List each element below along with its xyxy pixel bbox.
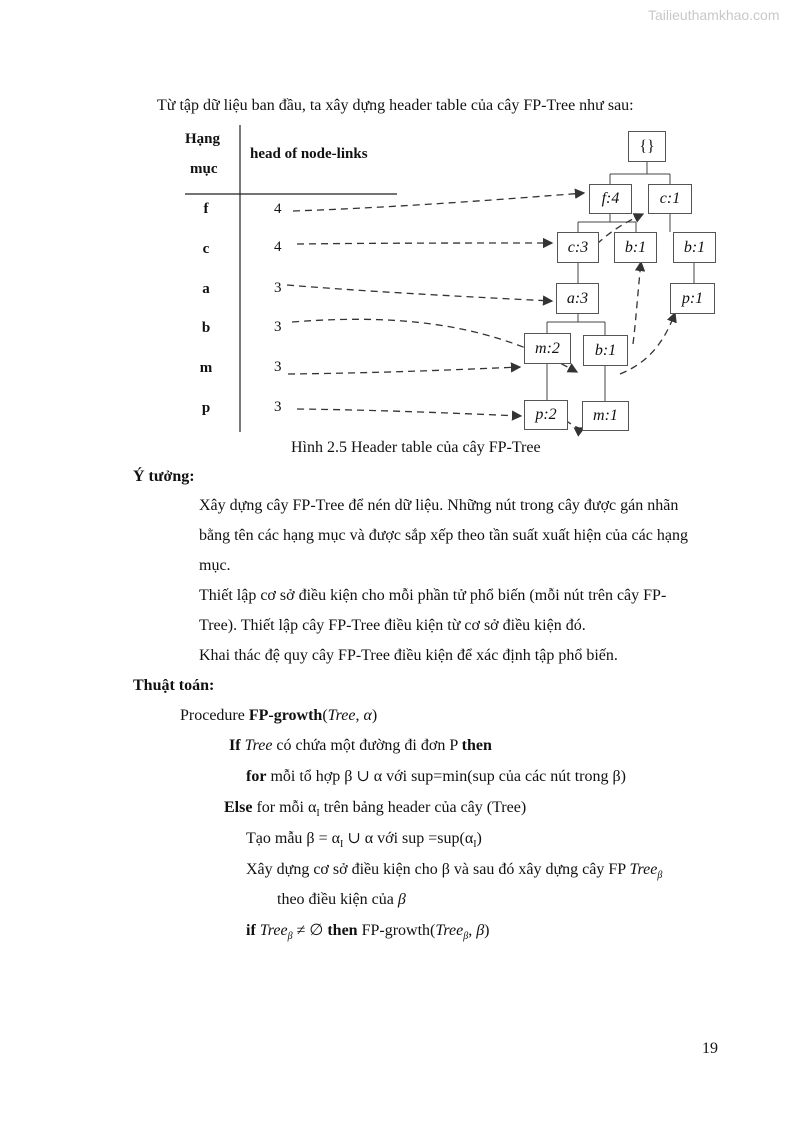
algo-heading: Thuật toán: (133, 677, 215, 694)
row-count-b: 3 (274, 319, 282, 335)
col-header-node-links: head of node-links (250, 146, 368, 162)
row-item-f: f (203, 201, 209, 217)
tree-node-b1-b: b:1 (673, 232, 716, 263)
row-item-b: b (201, 320, 211, 336)
algo-build-line: Xây dựng cơ sở điều kiện cho β và sau đó xây dựng cây FP Tree$_\beta$ (246, 861, 663, 882)
algo-for-line: for mỗi tổ hợp β ∪ α với sup=min(sup của các nút trong β) (246, 768, 626, 785)
tree-node-b1-a: b:1 (614, 232, 657, 263)
algo-procedure-line: Procedure FP-growth(Tree, α) (180, 707, 378, 724)
algo-generate-line: Tạo mẫu $\beta = \alpha_I$ ∪ α với sup $=sup(\alpha_I)$ (246, 830, 482, 851)
idea-p2-line2: Tree). Thiết lập cây FP-Tree điều kiện từ cơ sở điều kiện đó. (199, 617, 586, 634)
row-item-p: p (201, 400, 211, 416)
row-count-f: 4 (274, 201, 282, 217)
tree-node-f4: f:4 (589, 184, 632, 214)
idea-p1-line1: Xây dựng cây FP-Tree để nén dữ liệu. Những nút trong cây được gán nhãn (199, 497, 679, 514)
tree-node-m1: m:1 (582, 401, 629, 431)
tree-node-c1: c:1 (648, 184, 692, 214)
row-item-m: m (199, 360, 213, 376)
tree-node-root: {} (628, 131, 666, 162)
node-links (287, 193, 675, 428)
idea-p1-line3: mục. (199, 557, 231, 574)
intro-text: Từ tập dữ liệu ban đầu, ta xây dựng header table của cây FP-Tree như sau: (157, 97, 634, 114)
page-number: 19 (702, 1040, 718, 1057)
row-count-a: 3 (274, 280, 282, 296)
row-item-c: c (202, 241, 210, 257)
row-count-m: 3 (274, 359, 282, 375)
algo-else-line: Else for mỗi $\alpha_I$ trên bảng header của cây (Tree) (224, 799, 527, 820)
idea-p2-line1: Thiết lập cơ sở điều kiện cho mỗi phần tử phổ biến (mỗi nút trên cây FP- (199, 587, 667, 604)
idea-p3: Khai thác đệ quy cây FP-Tree điều kiện để xác định tập phổ biến. (199, 647, 618, 664)
row-item-a: a (202, 281, 210, 297)
row-count-c: 4 (274, 239, 282, 255)
idea-p1-line2: bằng tên các hạng mục và được sắp xếp theo tần suất xuất hiện của các hạng (199, 527, 688, 544)
tree-node-m2: m:2 (524, 333, 571, 364)
idea-heading: Ý tưởng: (133, 468, 195, 485)
algo-if2-line: if Tree$_\beta$ ≠ ∅ then FP-growth(Tree$_\beta$, β) (246, 922, 490, 943)
row-count-p: 3 (274, 399, 282, 415)
tree-node-p1: p:1 (670, 283, 715, 314)
algo-if-line: If Tree có chứa một đường đi đơn P then (229, 737, 492, 754)
tree-node-a3: a:3 (556, 283, 599, 314)
figure-caption: Hình 2.5 Header table của cây FP-Tree (291, 439, 541, 456)
tree-node-b1-c: b:1 (583, 335, 628, 366)
tree-node-p2: p:2 (524, 400, 568, 430)
tree-node-c3: c:3 (557, 232, 599, 263)
watermark: Tailieuthamkhao.com (648, 7, 780, 23)
algo-build-cont-line: theo điều kiện của β (277, 891, 406, 908)
col-header-item-line2: mục (190, 161, 218, 177)
col-header-item-line1: Hạng (185, 131, 221, 147)
